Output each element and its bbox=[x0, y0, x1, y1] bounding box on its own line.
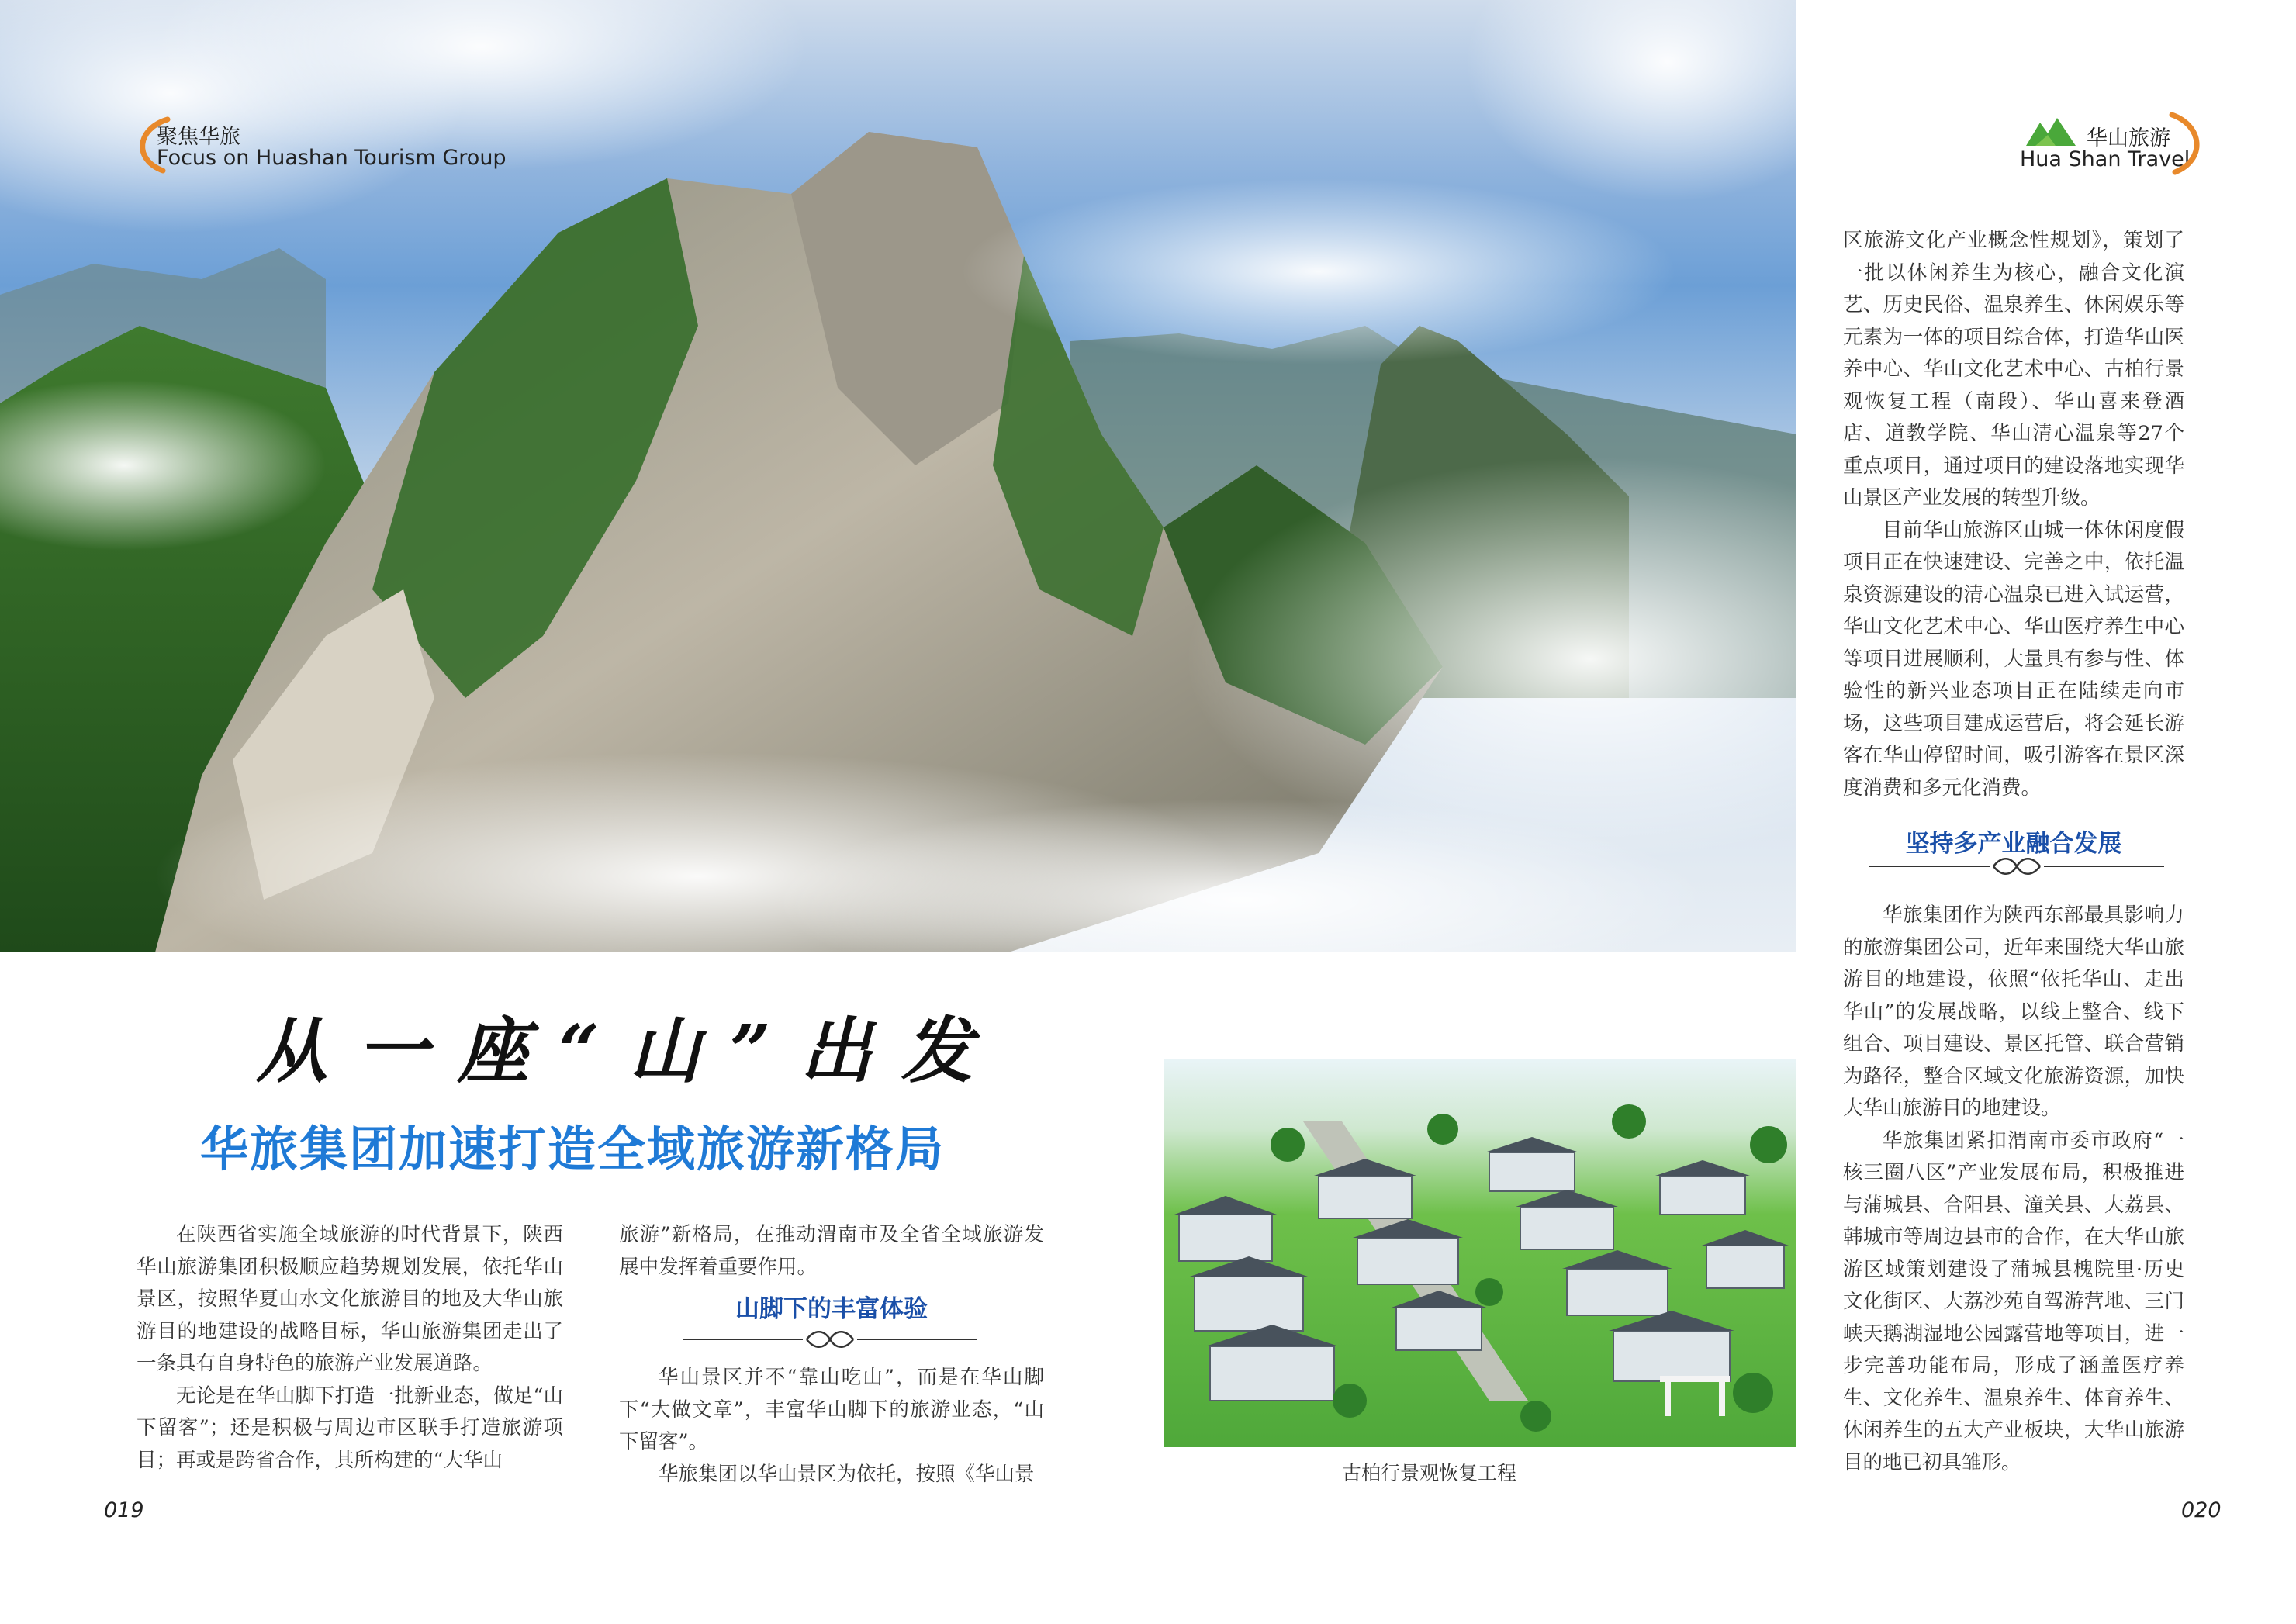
article-title: 从一座“山”出发 bbox=[256, 1009, 1002, 1093]
column-3 bbox=[1843, 225, 2184, 804]
paragraph: 华旅集团紧扣渭南市委市政府“一核三圈八区”产业发展布局，积极推进与蒲城县、合阳县、潼关县、大荔县、韩城市等周边县市的合作，在大华山旅游区域策划建设了蒲城县槐院里·历史文化街区、大荔沙苑自驾游营地、三门峡天鹅湖湿地公园露营地等项目，进一步完善功能布局，形成了涵盖医疗养生、文化养生、温泉养生、体育养生、休闲养生的五大产业板块，大华山旅游目的地已初具雏形。 bbox=[1843, 1128, 2184, 1474]
ornament-divider-icon bbox=[675, 1328, 985, 1351]
page-number-left: 019 bbox=[104, 1498, 144, 1522]
ornament-divider-icon bbox=[1862, 855, 2172, 878]
header-bracket-right-icon bbox=[2164, 109, 2211, 178]
article-subtitle: 华旅集团加速打造全域旅游新格局 bbox=[200, 1121, 946, 1177]
paragraph: 华旅集团作为陕西东部最具影响力的旅游集团公司，近年来围绕大华山旅游目的地建设，依照“依托华山、走出华山”的发展战略，以线上整合、线下组合、项目建设、景区托管、联合营销为路径，整合区域文化旅游资源，加快大华山旅游目的地建设。 bbox=[1843, 904, 2184, 1120]
column-1 bbox=[137, 1219, 563, 1477]
village-rendering-photo bbox=[1164, 1059, 1796, 1447]
mountain-illustration bbox=[0, 0, 1796, 952]
paragraph: 区旅游文化产业概念性规划》，策划了一批以休闲养生为核心，融合文化演艺、历史民俗、温泉养生、休闲娱乐等元素为一体的项目综合体，打造华山医养中心、华山文化艺术中心、古柏行景观恢复工程（南段）、华山喜来登酒店、道教学院、华山清心温泉等27个重点项目，通过项目的建设落地实现华山景区产业发展的转型升级。 bbox=[1843, 229, 2184, 510]
paragraph: 华旅集团以华山景区为依托，按照《华山景 bbox=[659, 1462, 1035, 1486]
paragraph: 在陕西省实施全域旅游的时代背景下，陕西华山旅游集团积极顺应趋势规划发展，依托华山景区，按照华夏山水文化旅游目的地及大华山旅游目的地建设的战略目标，华山旅游集团走出了一条具有自身特色的旅游产业发展道路。 bbox=[137, 1223, 563, 1375]
section-heading: 山脚下的丰富体验 bbox=[735, 1295, 928, 1323]
paragraph: 旅游”新格局，在推动渭南市及全省全域旅游发展中发挥着重要作用。 bbox=[619, 1223, 1044, 1279]
mountain-logo-icon bbox=[2025, 115, 2079, 149]
page-number-right: 020 bbox=[2181, 1498, 2222, 1522]
paragraph: 华山景区并不“靠山吃山”，而是在华山脚下“大做文章”，丰富华山脚下的旅游业态，“山下留客”。 bbox=[619, 1366, 1044, 1453]
paragraph: 无论是在华山脚下打造一批新业态，做足“山下留客”；还是积极与周边市区联手打造旅游项目；再或是跨省合作，其所构建的“大华山 bbox=[137, 1384, 563, 1472]
column-3-cont bbox=[1843, 900, 2184, 1479]
header-brand-en: Hua Shan Travel bbox=[2020, 147, 2191, 171]
column-2 bbox=[619, 1219, 1044, 1284]
photo-caption: 古柏行景观恢复工程 bbox=[1342, 1462, 1517, 1484]
section-heading: 坚持多产业融合发展 bbox=[1905, 830, 2122, 858]
header-section-cn: 聚焦华旅 bbox=[157, 125, 240, 149]
column-2-cont bbox=[619, 1362, 1044, 1491]
header-section-en: Focus on Huashan Tourism Group bbox=[157, 146, 507, 170]
paragraph: 目前华山旅游区山城一体休闲度假项目正在快速建设、完善之中，依托温泉资源建设的清心温泉已进入试运营，华山文化艺术中心、华山医疗养生中心等项目进展顺利，大量具有参与性、体验性的新兴业态项目正在陆续走向市场，这些项目建成运营后，将会延长游客在华山停留时间，吸引游客在景区深度消费和多元化消费。 bbox=[1843, 518, 2184, 800]
hero-mountain-photo bbox=[0, 0, 1796, 952]
village-illustration bbox=[1164, 1059, 1796, 1447]
header-brand-cn: 华山旅游 bbox=[2087, 126, 2170, 150]
